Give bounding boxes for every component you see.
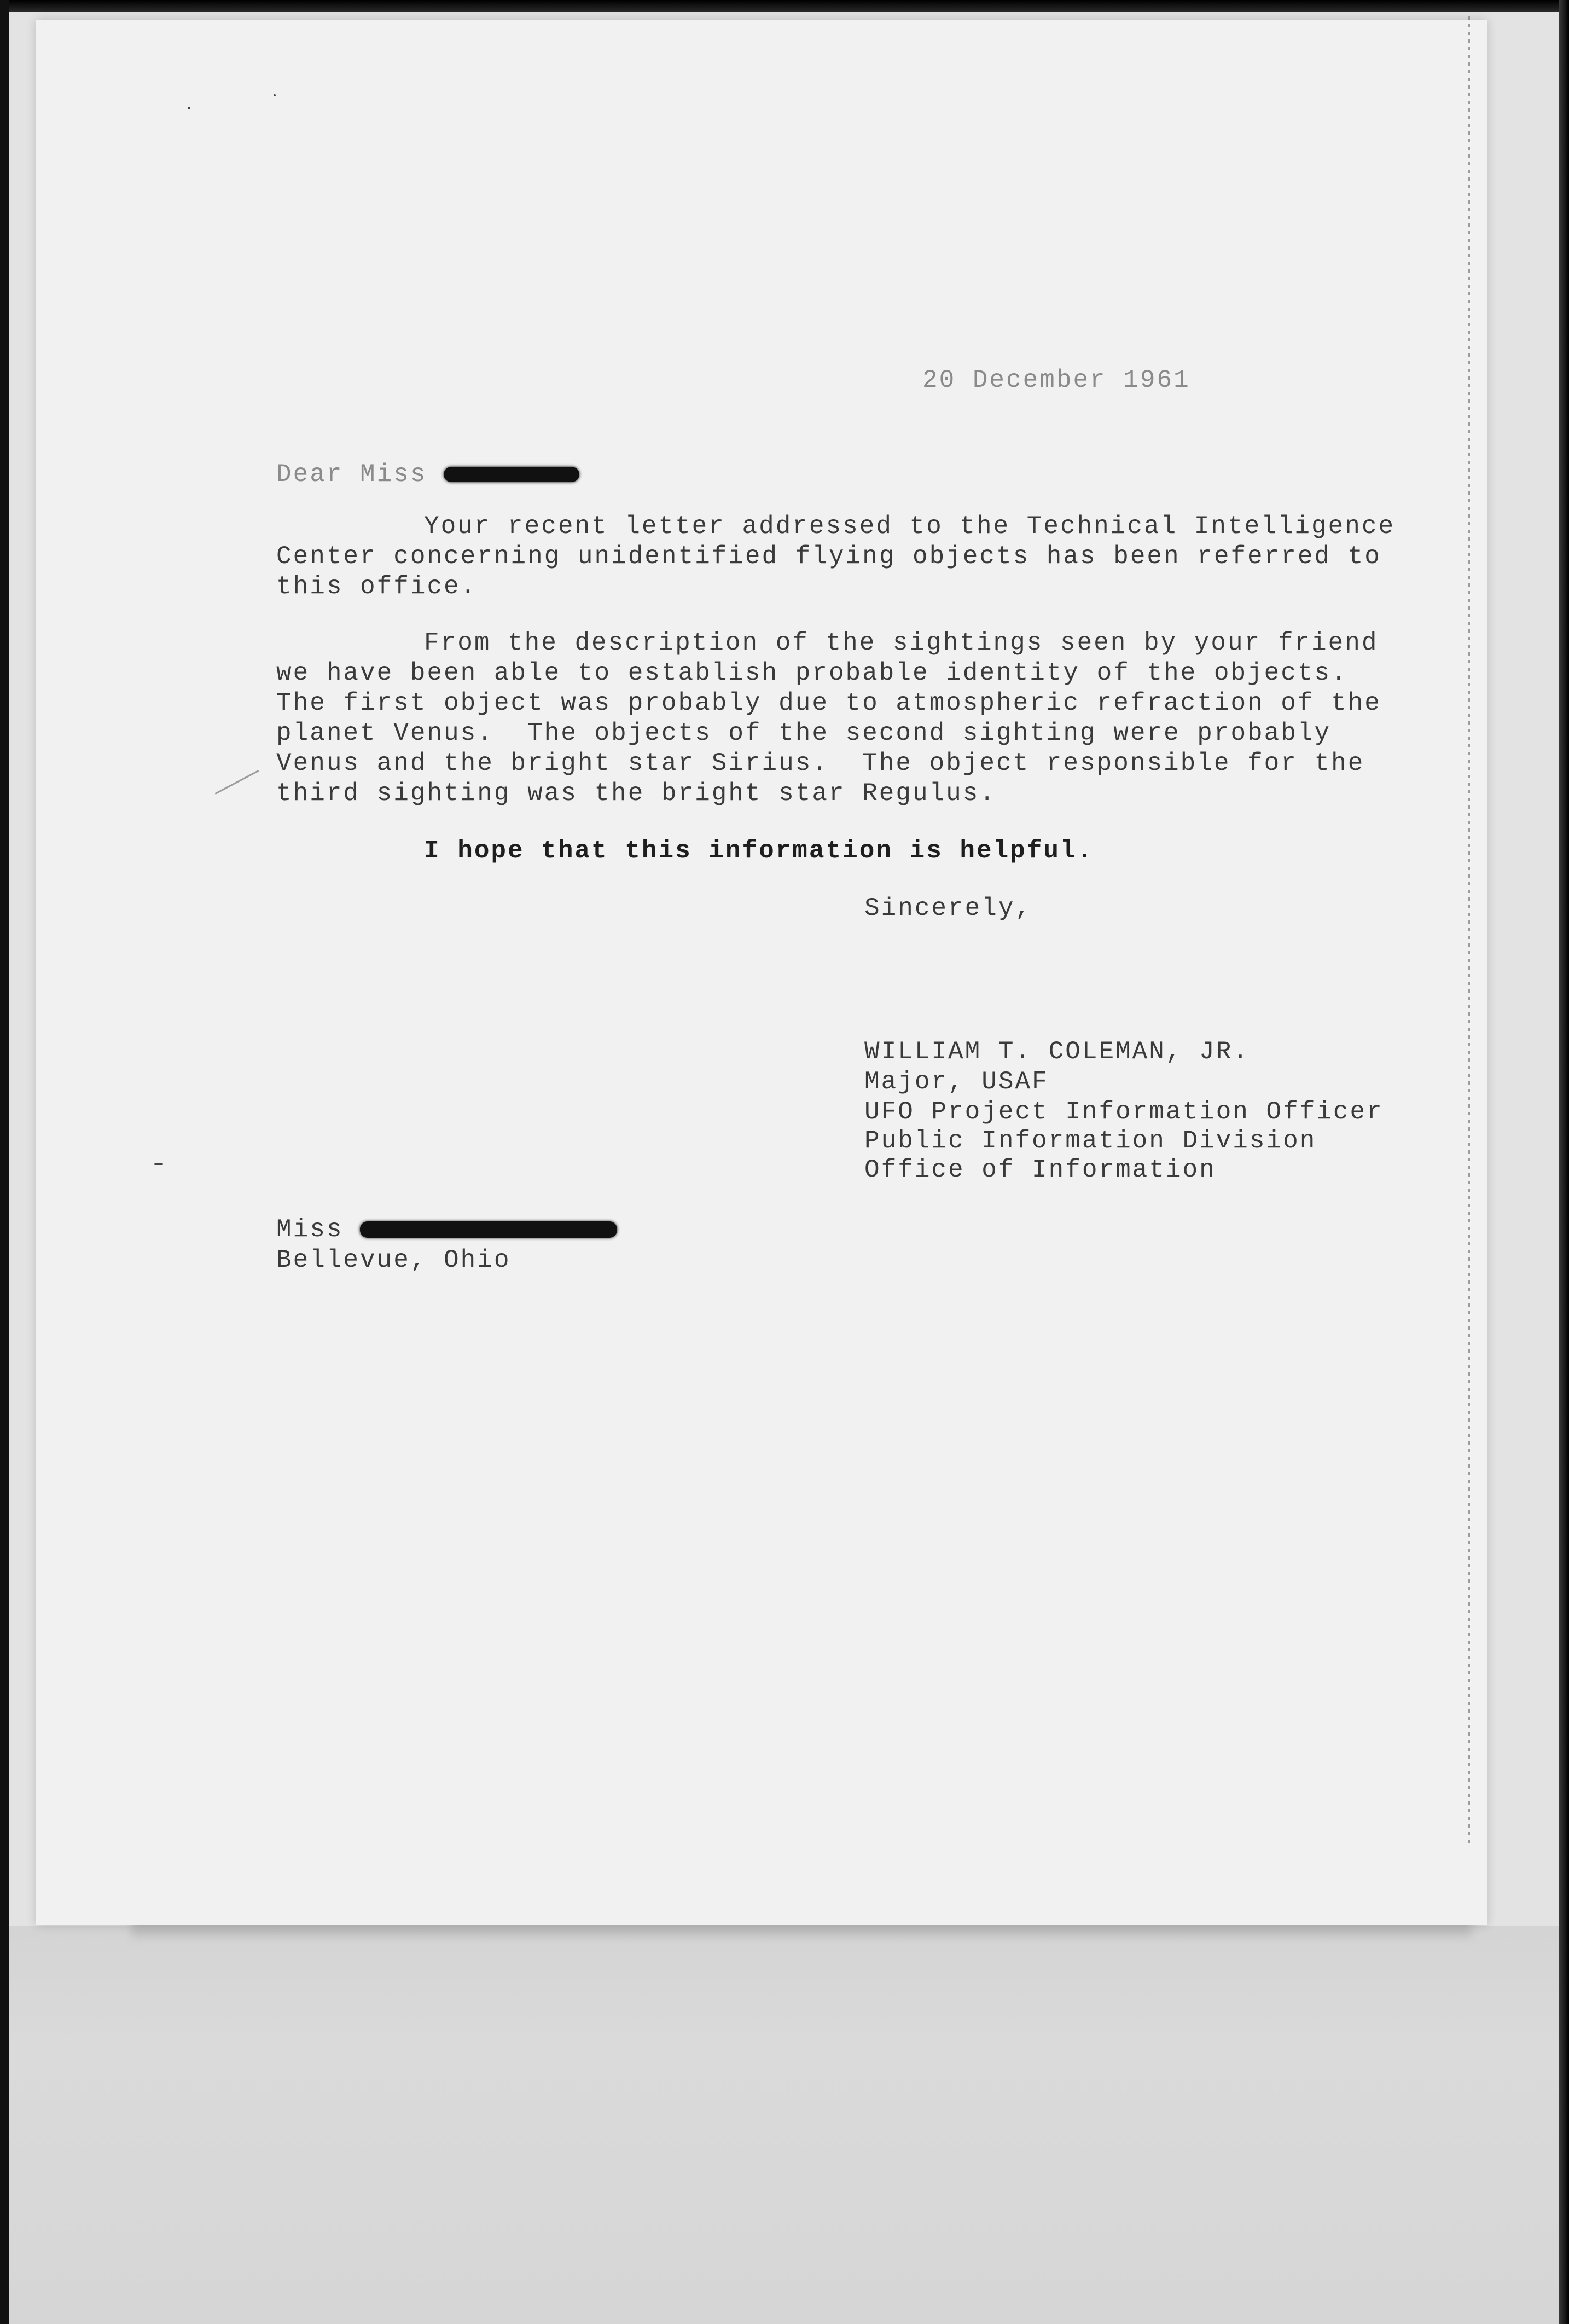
sheet-edge-line (1468, 16, 1470, 1844)
dust-speck (154, 1163, 163, 1165)
closing: Sincerely, (864, 894, 1032, 923)
paragraph-1-line-3: this office. (276, 572, 478, 601)
paragraph-1-line-1: Your recent letter addressed to the Technical Intelligence (424, 512, 1396, 541)
signatory-office: Office of Information (864, 1156, 1216, 1184)
film-edge-left (0, 0, 9, 2324)
recipient-name (276, 1215, 617, 1244)
letter-date: 20 December 1961 (922, 366, 1190, 395)
letter-sheet (36, 20, 1487, 1925)
paragraph-2-line-6: third sighting was the bright star Regulus. (276, 779, 996, 808)
paragraph-3-line-1: I hope that this information is helpful. (424, 837, 1094, 865)
dust-speck (188, 107, 190, 109)
film-edge-right (1559, 0, 1569, 2324)
paragraph-2-line-2: we have been able to establish probable identity of the objects. (276, 659, 1348, 687)
salutation-text: Dear Miss (276, 460, 427, 489)
signatory-name: WILLIAM T. COLEMAN, JR. (864, 1038, 1250, 1066)
paragraph-2-line-3: The first object was probably due to atmospheric refraction of the (276, 689, 1381, 717)
signatory-title: UFO Project Information Officer (864, 1098, 1384, 1126)
signatory-division: Public Information Division (864, 1127, 1317, 1155)
paragraph-1-line-2: Center concerning unidentified flying objects has been referred to (276, 542, 1381, 571)
signatory-rank: Major, USAF (864, 1068, 1049, 1096)
paragraph-2-line-4: planet Venus. The objects of the second sighting were probably (276, 719, 1332, 747)
scan-background (9, 1926, 1559, 2324)
recipient-city: Bellevue, Ohio (276, 1246, 511, 1274)
paragraph-2-line-1: From the description of the sightings seen by your friend (424, 629, 1379, 657)
redaction-mark (444, 467, 579, 482)
film-edge-top (0, 0, 1569, 12)
paragraph-2-line-5: Venus and the bright star Sirius. The object responsible for the (276, 749, 1365, 778)
salutation (276, 460, 579, 489)
dust-speck (274, 94, 276, 96)
redaction-mark (360, 1221, 617, 1238)
recipient-title: Miss (276, 1215, 344, 1244)
